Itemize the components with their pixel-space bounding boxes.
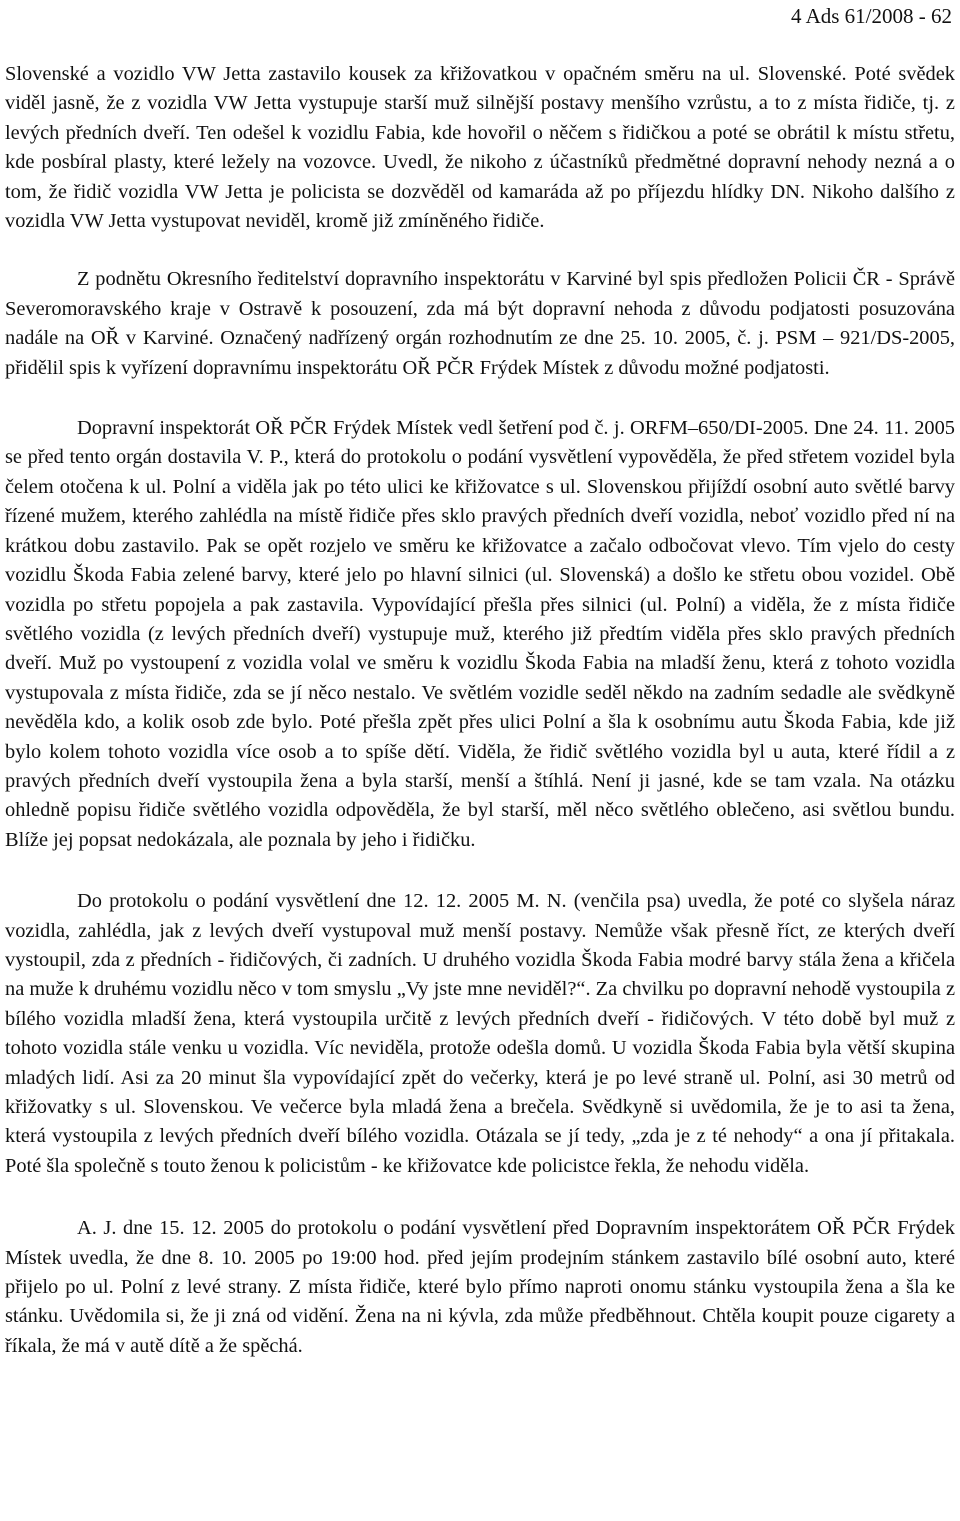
paragraph-protocol-aj: A. J. dne 15. 12. 2005 do protokolu o podání vysvětlení před Dopravním inspektorátem OŘ PČR Frýdek Místek uvedla, že dne 8. 10. 2005 po 19:00 hod. před jejím prodejním stánkem zastavilo bílé osobní auto, které přijelo po ul. Polní z levé strany. Z místa řidiče, které bylo přímo naproti onomu stánku vystoupila žena a šla ke stánku. Uvědomila si, že ji zná od vidění. Žena na ni kývla, zda může předběhnout. Chtěla koupit pouze cigarety a říkala, že má v autě dítě a že spěchá.	[5, 1217, 955, 1357]
paragraph-file-transfer: Z podnětu Okresního ředitelství dopravního inspektorátu v Karviné byl spis předložen Policii ČR - Správě Severomoravského kraje v Ostravě k posouzení, zda má být dopravní nehoda z důvodu podjatosti posuzována nadále na OŘ v Karviné. Označený nadřízený orgán rozhodnutím ze dne 25. 10. 2005, č. j. PSM – 921/DS-2005, přidělil spis k vyřízení dopravnímu inspektorátu OŘ PČR Frýdek Místek z důvodu možné podjatosti.	[5, 268, 955, 379]
document-body	[5, 60, 955, 1361]
paragraph-investigation-vp: Dopravní inspektorát OŘ PČR Frýdek Místek vedl šetření pod č. j. ORFM–650/DI-2005. Dne 24. 11. 2005 se před tento orgán dostavila V. P., která do protokolu o podání vysvětlení vypověděla, že před střetem vozidel byla čelem otočena k ul. Polní a viděla jak po této ulici ke křižovatce s ul. Slovenskou přijíždí osobní auto světlé barvy řízené mužem, kterého zahlédla na místě řidiče přes sklo pravých předních dveří vozidla, neboť vozidlo před ní na krátkou dobu zastavilo. Pak se opět rozjelo ve směru ke křižovatce a začalo odbočovat vlevo. Tím vjelo do cesty vozidlu Škoda Fabia zelené barvy, které jelo po hlavní silnici (ul. Slovenská) a došlo ke střetu obou vozidel. Obě vozidla po střetu popojela a pak zastavila. Vypovídající přešla přes silnici (ul. Polní) a viděla, že z místa řidiče světlého vozidla (z levých předních dveří) vystupuje muž, kterého již předtím viděla přes sklo pravých předních dveří. Muž po vystoupení z vozidla volal ve směru k vozidlu Škoda Fabia na mladší ženu, která z tohoto vozidla vystupovala z místa řidiče, zda se jí něco nestalo. Ve světlém vozidle seděl někdo na zadním sedadle ale svědkyně nevěděla kdo, a kolik osob zde bylo. Poté přešla zpět přes ulici Polní a šla k osobnímu autu Škoda Fabia, kde již bylo kolem tohoto vozidla více osob a to spíše dětí. Viděla, že řidič světlého vozidla byl u auta, které řídil a z pravých předních dveří vystoupila žena a byla starší, menší a štíhlá. Není ji jasné, kde se tam vzala. Na otázku ohledně popisu řidiče světlého vozidla odpověděla, že byl starší, měl něco světlého oblečeno, asi světlou bundu. Blíže jej popsat nedokázala, ale poznala by jeho i řidičku.	[5, 417, 955, 851]
paragraph-protocol-mn: Do protokolu o podání vysvětlení dne 12. 12. 2005 M. N. (venčila psa) uvedla, že poté co slyšela náraz vozidla, zahlédla, jak z levých dveří vystupoval muž menší postavy. Nemůže však přesně říct, ze kterých dveří vystoupil, zda z předních - řidičových, či zadních. U druhého vozidla Škoda Fabia modré barvy stála žena a křičela na muže k druhému vozidlu něco v tom smyslu „Vy jste mne neviděl?“. Za chvilku po dopravní nehodě vystoupila z bílého vozidla mladší žena, která vystoupila určitě z levých předních dveří - řidičových. V této době byl muž z tohoto vozidla stále venku u vozidla. Víc neviděla, protože odešla domů. U vozidla Škoda Fabia byla větší skupina mladých lidí. Asi za 20 minut šla vypovídající zpět do večerky, která je po levé straně ul. Polní, asi 30 metrů od křižovatky s ul. Slovenskou. Ve večerce byla mladá žena a brečela. Svědkyně si uvědomila, že je to asi ta žena, která vystoupila z levých předních dveří bílého vozidla. Otázala se jí tedy, „zda je z té nehody“ a ona jí přitakala. Poté šla společně s touto ženou k policistům - ke křižovatce kde policistce řekla, že nehodu viděla.	[5, 890, 955, 1177]
paragraph-witness-statement-continued: Slovenské a vozidlo VW Jetta zastavilo kousek za křižovatkou v opačném směru na ul. Slovenské. Poté svědek viděl jasně, že z vozidla VW Jetta vystupuje starší muž silnější postavy menšího vzrůstu, a to z místa řidiče, tj. z levých předních dveří. Ten odešel k vozidlu Fabia, kde hovořil o něčem s řidičkou a poté se obrátil k místu střetu, kde posbíral plasty, které ležely na vozovce. Uvedl, že nikoho z účastníků předmětné dopravní nehody nezná a o tom, že řidič vozidla VW Jetta je policista se dozvěděl od kamaráda až po příjezdu hlídky DN. Nikoho dalšího z vozidla VW Jetta vystupovat neviděl, kromě již zmíněného řidiče.	[5, 63, 955, 233]
page-header-reference: 4 Ads 61/2008 - 62	[790, 4, 952, 28]
